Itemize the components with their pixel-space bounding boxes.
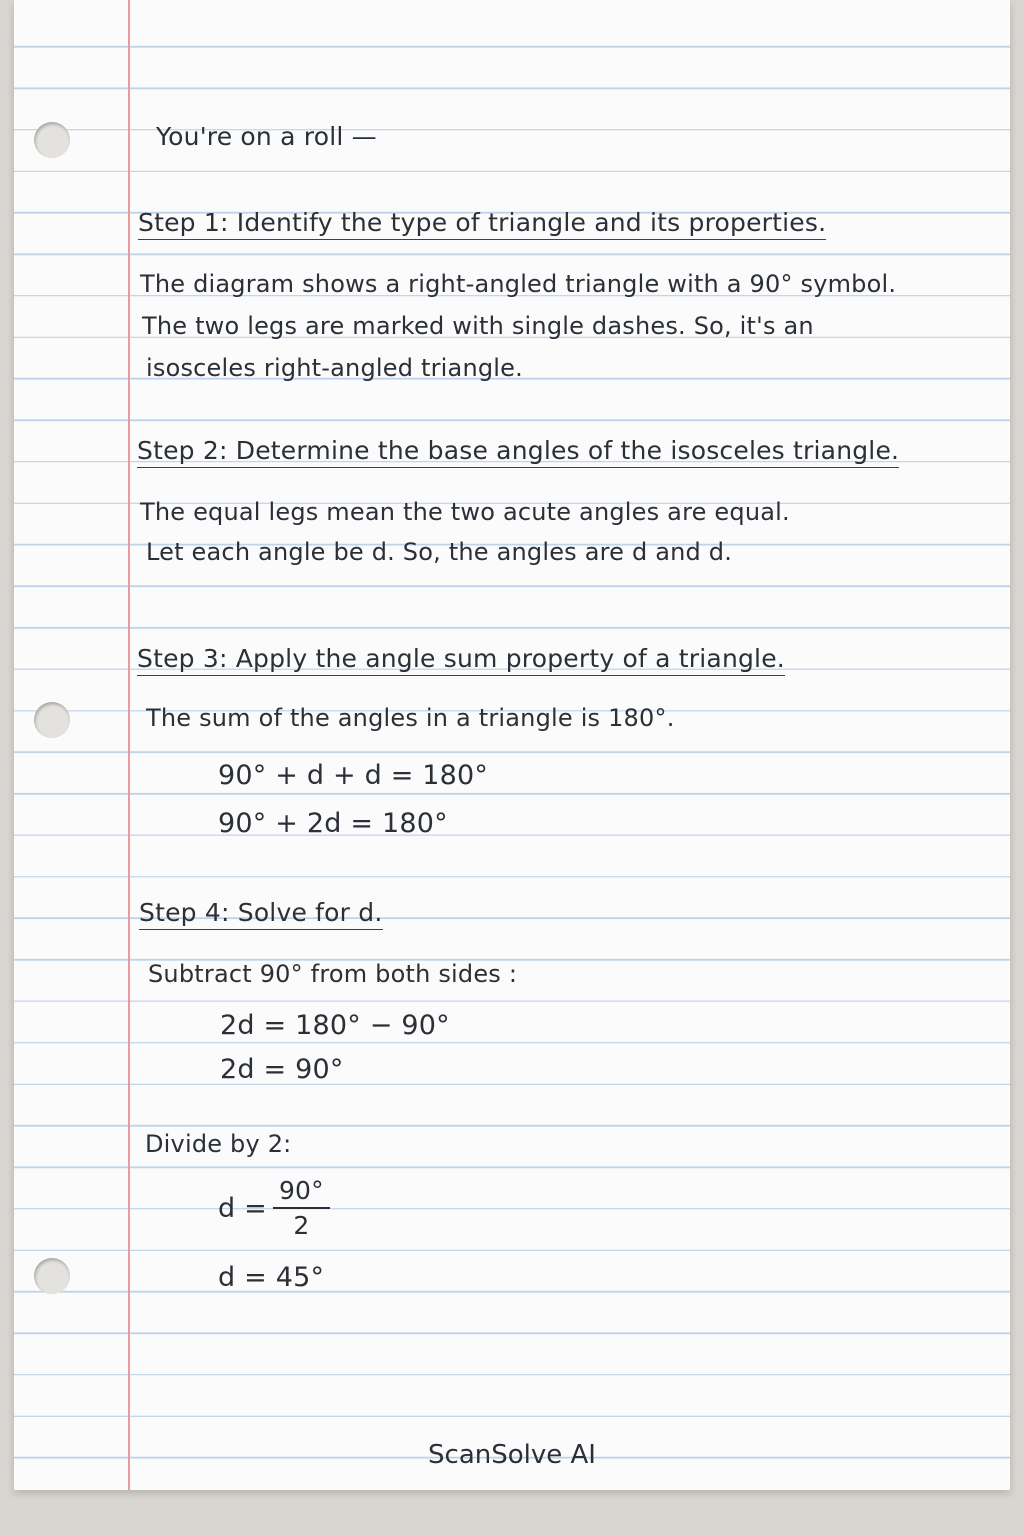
step3-equation-1: 90° + d + d = 180° [218, 760, 489, 791]
fraction-lhs: d = [218, 1192, 267, 1224]
fraction-numerator: 90° [273, 1176, 330, 1209]
step1-heading: Step 1: Identify the type of triangle and its properties. [138, 208, 826, 240]
step2-line-1: The equal legs mean the two acute angles are equal. [140, 498, 790, 526]
step4-equation-1: 2d = 180° − 90° [220, 1010, 450, 1041]
step2-line-2: Let each angle be d. So, the angles are d and d. [146, 538, 733, 566]
margin-line [128, 0, 130, 1490]
final-result: d = 45° [218, 1262, 325, 1293]
step2-heading: Step 2: Determine the base angles of the isosceles triangle. [137, 436, 899, 468]
binder-hole-top [34, 122, 70, 158]
brand-footer: ScanSolve AI [428, 1440, 596, 1470]
step3-heading: Step 3: Apply the angle sum property of a triangle. [137, 644, 785, 676]
fraction-equation [218, 1176, 330, 1240]
step4-heading: Step 4: Solve for d. [139, 898, 383, 930]
step1-line-2: The two legs are marked with single dashes. So, it's an [142, 312, 814, 340]
step4-line-2: Divide by 2: [145, 1130, 292, 1158]
step4-line-1: Subtract 90° from both sides : [148, 960, 518, 988]
step3-line: The sum of the angles in a triangle is 180°. [146, 704, 675, 732]
step3-equation-2: 90° + 2d = 180° [218, 808, 448, 839]
step1-line-3: isosceles right-angled triangle. [146, 354, 523, 382]
step4-equation-2: 2d = 90° [220, 1054, 344, 1085]
step1-line-1: The diagram shows a right-angled triangle with a 90° symbol. [140, 270, 897, 298]
intro-text: You're on a roll — [156, 122, 377, 151]
binder-hole-middle [34, 702, 70, 738]
fraction-denominator: 2 [293, 1211, 310, 1240]
binder-hole-bottom [34, 1258, 70, 1294]
fraction [273, 1176, 330, 1240]
